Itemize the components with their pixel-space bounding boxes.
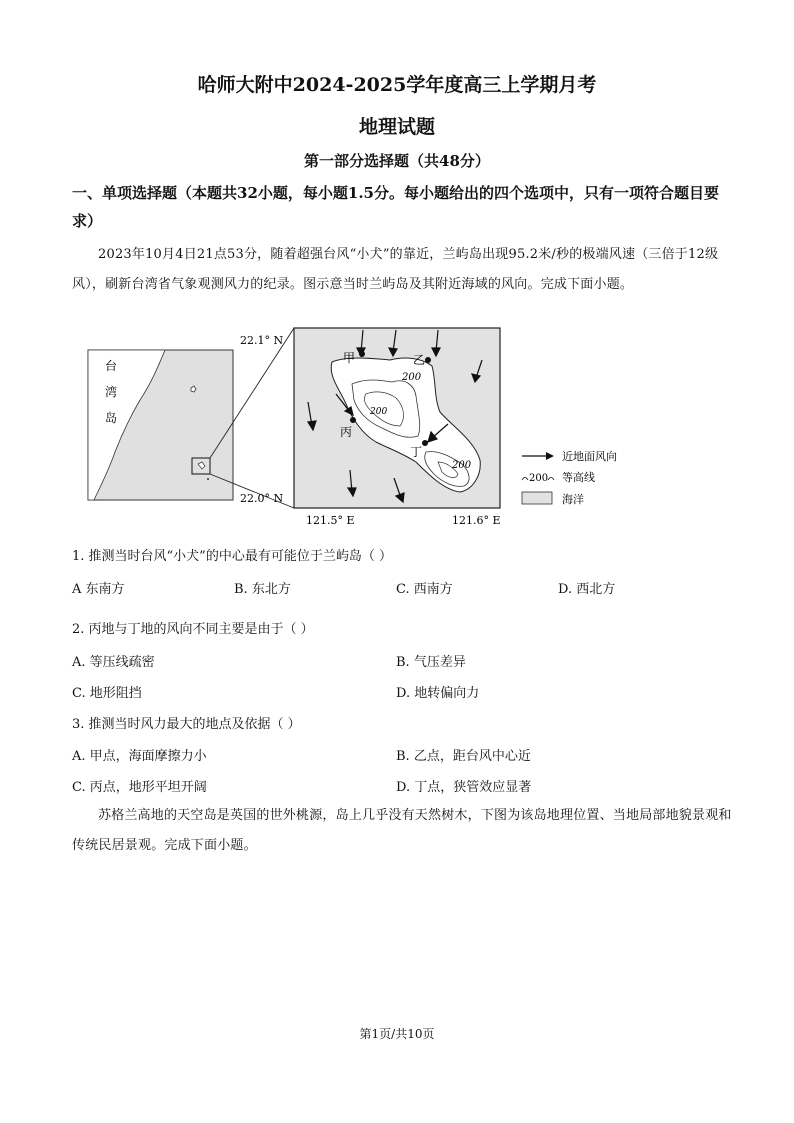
point-bing: 丙 bbox=[340, 425, 353, 439]
question-3-stem: 3. 推测当时风力最大的地点及依据（ ） bbox=[72, 717, 301, 732]
q2-option-a[interactable]: A. 等压线疏密 bbox=[72, 655, 155, 670]
contour-label-west: 200 bbox=[370, 407, 388, 417]
q1-option-c[interactable]: C. 西南方 bbox=[396, 582, 453, 597]
lon-right-label: 121.6° E bbox=[452, 514, 501, 527]
q1-option-b[interactable]: B. 东北方 bbox=[234, 582, 291, 597]
lat-bottom-label: 22.0° N bbox=[240, 492, 284, 505]
taiwan-label-2: 湾 bbox=[105, 385, 118, 399]
point-ding: 丁 bbox=[410, 445, 423, 459]
lanyu-wind-map bbox=[70, 322, 670, 532]
taiwan-label-1: 台 bbox=[105, 359, 118, 373]
q3-option-a[interactable]: A. 甲点，海面摩擦力小 bbox=[72, 749, 207, 764]
point-yi: 乙 bbox=[413, 353, 426, 367]
contour-label-south: 200 bbox=[452, 460, 472, 471]
q2-option-c[interactable]: C. 地形阻挡 bbox=[72, 686, 142, 701]
q1-option-a[interactable]: A 东南方 bbox=[72, 582, 125, 597]
legend-contour: 等高线 bbox=[562, 471, 595, 484]
question-2-stem: 2. 丙地与丁地的风向不同主要是由于（ ） bbox=[72, 622, 314, 637]
q2-option-d[interactable]: D. 地转偏向力 bbox=[396, 686, 480, 701]
lon-left-label: 121.5° E bbox=[306, 514, 355, 527]
legend-ocean: 海洋 bbox=[562, 493, 584, 506]
taiwan-inset bbox=[88, 350, 233, 500]
subject-title: 地理试题 bbox=[358, 116, 435, 138]
lat-top-label: 22.1° N bbox=[240, 334, 284, 347]
material-paragraph-1: 2023年10月4日21点53分，随着超强台风“小犬”的靠近，兰屿岛出现95.2米/秒的极端风速（三倍于12级风），刷新台湾省气象观测风力的纪录。图示意当时兰屿岛及其附近海域的风向。完成下面小题。 bbox=[72, 247, 719, 292]
question-1-stem: 1. 推测当时台风“小犬”的中心最有可能位于兰屿岛（ ） bbox=[72, 549, 392, 564]
lanyu-main-map bbox=[294, 328, 500, 508]
point-jia: 甲 bbox=[343, 351, 356, 365]
contour-label-north: 200 bbox=[402, 372, 422, 383]
q2-option-b[interactable]: B. 气压差异 bbox=[396, 655, 466, 670]
taiwan-label-3: 岛 bbox=[105, 411, 118, 425]
q3-option-c[interactable]: C. 丙点，地形平坦开阔 bbox=[72, 780, 207, 795]
page-footer: 第1页/共10页 bbox=[359, 1027, 435, 1041]
legend-contour-number: 200 bbox=[529, 473, 549, 484]
section-heading: 一、单项选择题（本题共32小题，每小题1.5分。每小题给出的四个选项中，只有一项符合题目要求） bbox=[72, 184, 719, 230]
part-title: 第一部分选择题（共48分） bbox=[304, 152, 490, 170]
material-paragraph-2: 苏格兰高地的天空岛是英国的世外桃源，岛上几乎没有天然树木，下图为该岛地理位置、当地局部地貌景观和传统民居景观。完成下面小题。 bbox=[72, 808, 732, 853]
legend-wind: 近地面风向 bbox=[562, 450, 617, 463]
q1-option-d[interactable]: D. 西北方 bbox=[558, 582, 616, 597]
q3-option-b[interactable]: B. 乙点，距台风中心近 bbox=[396, 749, 531, 764]
map-legend bbox=[522, 449, 617, 506]
exam-title: 哈师大附中2024-2025学年度高三上学期月考 bbox=[197, 74, 597, 96]
q3-option-d[interactable]: D. 丁点，狭管效应显著 bbox=[396, 780, 532, 795]
